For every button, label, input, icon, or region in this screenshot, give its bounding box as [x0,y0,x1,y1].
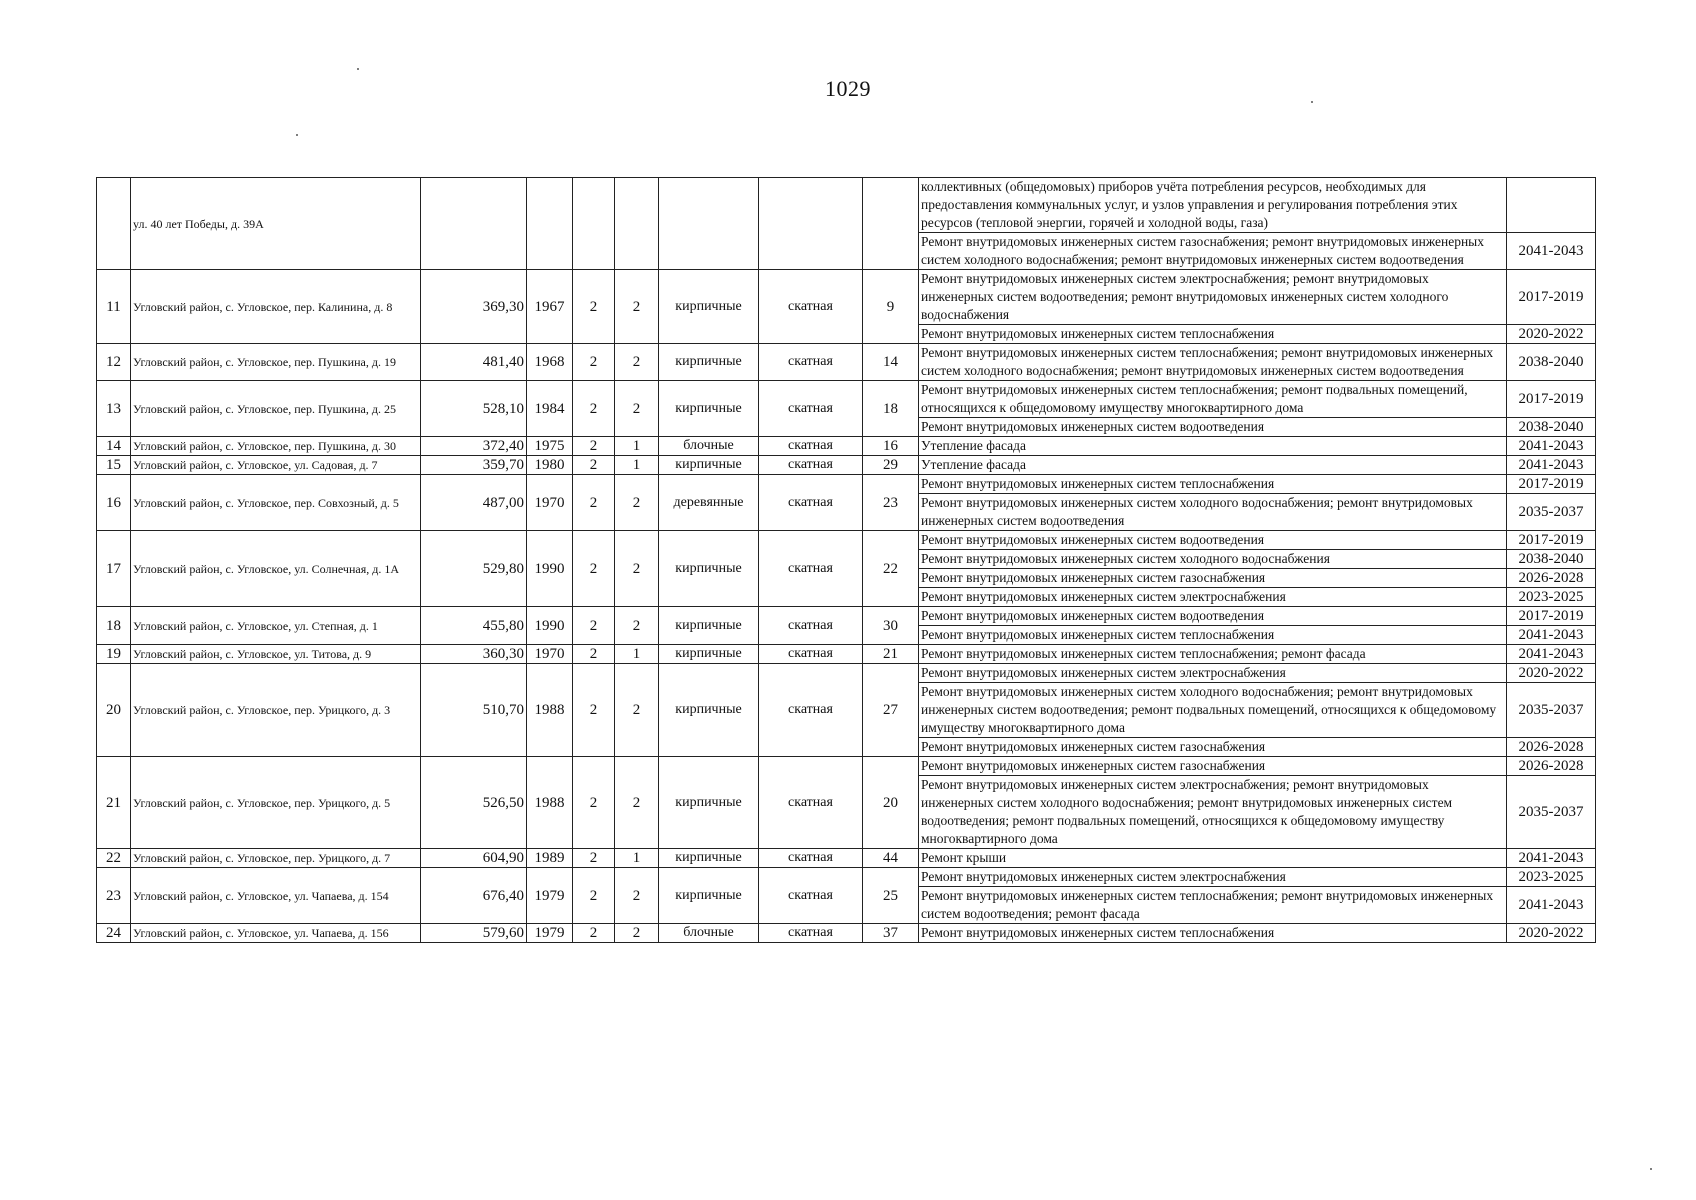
residents-cell: 30 [863,607,919,645]
year-built-cell [527,178,573,270]
entrances-cell: 2 [615,475,659,531]
entrances-cell: 2 [615,381,659,437]
floors-cell [573,178,615,270]
work-period-cell: 2038-2040 [1507,344,1596,381]
roof-type-cell: скатная [759,924,863,943]
table-row [97,645,1596,664]
residents-cell [863,178,919,270]
year-built-cell: 1968 [527,344,573,381]
floors-cell: 2 [573,645,615,664]
year-built-cell: 1975 [527,437,573,456]
area-cell: 481,40 [421,344,527,381]
wall-material-cell: блочные [659,924,759,943]
work-description-cell: Ремонт внутридомовых инженерных систем теплоснабжения [919,475,1507,494]
wall-material-cell: кирпичные [659,645,759,664]
floors-cell: 2 [573,475,615,531]
floors-cell: 2 [573,344,615,381]
floors-cell: 2 [573,868,615,924]
year-built-cell: 1988 [527,664,573,757]
work-period-cell: 2023-2025 [1507,868,1596,887]
work-description-cell: Ремонт внутридомовых инженерных систем электроснабжения; ремонт внутридомовых инженерных систем водоотведения; ремонт внутридомовых инженерных систем холодного водоснабжения [919,270,1507,325]
work-period-cell: 2017-2019 [1507,531,1596,550]
work-description-cell: Ремонт внутридомовых инженерных систем электроснабжения [919,868,1507,887]
work-period-cell: 2041-2043 [1507,626,1596,645]
row-number [97,178,131,270]
area-cell: 455,80 [421,607,527,645]
work-period-cell: 2041-2043 [1507,645,1596,664]
work-description-cell: Ремонт внутридомовых инженерных систем теплоснабжения; ремонт внутридомовых инженерных систем водоотведения; ремонт фасада [919,887,1507,924]
scan-speck [1311,101,1313,103]
area-cell: 360,30 [421,645,527,664]
work-description-cell: Ремонт внутридомовых инженерных систем холодного водоснабжения [919,550,1507,569]
work-period-cell: 2041-2043 [1507,233,1596,270]
residents-cell: 29 [863,456,919,475]
roof-type-cell: скатная [759,645,863,664]
entrances-cell [615,178,659,270]
work-description-cell: Ремонт внутридомовых инженерных систем водоотведения [919,607,1507,626]
work-description-cell: Ремонт внутридомовых инженерных систем газоснабжения [919,569,1507,588]
work-period-cell: 2038-2040 [1507,550,1596,569]
floors-cell: 2 [573,531,615,607]
table-row [97,456,1596,475]
table-row [97,381,1596,418]
roof-type-cell: скатная [759,437,863,456]
row-number: 20 [97,664,131,757]
residents-cell: 22 [863,531,919,607]
roof-type-cell: скатная [759,270,863,344]
entrances-cell: 2 [615,531,659,607]
work-period-cell: 2020-2022 [1507,664,1596,683]
floors-cell: 2 [573,924,615,943]
year-built-cell: 1970 [527,475,573,531]
address-cell: Угловский район, с. Угловское, ул. Чапаева, д. 154 [131,868,421,924]
table-row [97,849,1596,868]
row-number: 24 [97,924,131,943]
wall-material-cell: блочные [659,437,759,456]
residents-cell: 18 [863,381,919,437]
area-cell: 526,50 [421,757,527,849]
floors-cell: 2 [573,849,615,868]
table-row [97,437,1596,456]
work-description-cell: Ремонт внутридомовых инженерных систем газоснабжения [919,738,1507,757]
scan-speck [296,134,298,136]
year-built-cell: 1984 [527,381,573,437]
year-built-cell: 1979 [527,868,573,924]
roof-type-cell: скатная [759,849,863,868]
roof-type-cell: скатная [759,664,863,757]
work-description-cell: Ремонт внутридомовых инженерных систем электроснабжения [919,664,1507,683]
work-period-cell: 2017-2019 [1507,381,1596,418]
address-cell: Угловский район, с. Угловское, пер. Урицкого, д. 7 [131,849,421,868]
roof-type-cell: скатная [759,475,863,531]
roof-type-cell: скатная [759,381,863,437]
wall-material-cell: кирпичные [659,270,759,344]
entrances-cell: 2 [615,607,659,645]
area-cell: 528,10 [421,381,527,437]
year-built-cell: 1988 [527,757,573,849]
year-built-cell: 1990 [527,531,573,607]
entrances-cell: 2 [615,664,659,757]
address-cell: ул. 40 лет Победы, д. 39А [131,178,421,270]
work-description-cell: Ремонт внутридомовых инженерных систем водоотведения [919,531,1507,550]
table-row [97,664,1596,683]
roof-type-cell: скатная [759,456,863,475]
wall-material-cell: кирпичные [659,381,759,437]
address-cell: Угловский район, с. Угловское, ул. Садовая, д. 7 [131,456,421,475]
entrances-cell: 1 [615,645,659,664]
work-period-cell [1507,178,1596,233]
residents-cell: 14 [863,344,919,381]
row-number: 17 [97,531,131,607]
year-built-cell: 1980 [527,456,573,475]
work-description-cell: Ремонт внутридомовых инженерных систем водоотведения [919,418,1507,437]
residents-cell: 20 [863,757,919,849]
table-row [97,475,1596,494]
residents-cell: 16 [863,437,919,456]
area-cell: 529,80 [421,531,527,607]
work-description-cell: Ремонт внутридомовых инженерных систем теплоснабжения [919,924,1507,943]
work-period-cell: 2026-2028 [1507,757,1596,776]
work-period-cell: 2020-2022 [1507,924,1596,943]
table-row [97,757,1596,776]
work-period-cell: 2035-2037 [1507,776,1596,849]
work-description-cell: Ремонт внутридомовых инженерных систем электроснабжения [919,588,1507,607]
wall-material-cell: кирпичные [659,868,759,924]
residents-cell: 25 [863,868,919,924]
work-description-cell: Ремонт крыши [919,849,1507,868]
year-built-cell: 1979 [527,924,573,943]
table-row [97,531,1596,550]
work-description-cell: Ремонт внутридомовых инженерных систем холодного водоснабжения; ремонт внутридомовых инженерных систем водоотведения [919,494,1507,531]
roof-type-cell: скатная [759,607,863,645]
address-cell: Угловский район, с. Угловское, пер. Пушкина, д. 19 [131,344,421,381]
floors-cell: 2 [573,270,615,344]
entrances-cell: 2 [615,757,659,849]
floors-cell: 2 [573,381,615,437]
wall-material-cell: кирпичные [659,664,759,757]
page-number: 1029 [825,76,871,101]
work-period-cell: 2041-2043 [1507,437,1596,456]
work-period-cell: 2017-2019 [1507,607,1596,626]
work-period-cell: 2023-2025 [1507,588,1596,607]
entrances-cell: 2 [615,868,659,924]
row-number: 14 [97,437,131,456]
wall-material-cell: кирпичные [659,607,759,645]
work-period-cell: 2026-2028 [1507,569,1596,588]
table-row [97,924,1596,943]
work-description-cell: Ремонт внутридомовых инженерных систем теплоснабжения [919,325,1507,344]
roof-type-cell: скатная [759,344,863,381]
roof-type-cell: скатная [759,868,863,924]
work-description-cell: Ремонт внутридомовых инженерных систем газоснабжения [919,757,1507,776]
work-description-cell: Ремонт внутридомовых инженерных систем электроснабжения; ремонт внутридомовых инженерных систем холодного водоснабжения; ремонт внутридомовых инженерных систем водоотведения; ремонт подвальных помещений, относящихся к общедомовому имуществу многоквартирного дома [919,776,1507,849]
work-period-cell: 2017-2019 [1507,475,1596,494]
wall-material-cell: кирпичные [659,531,759,607]
roof-type-cell: скатная [759,531,863,607]
row-number: 18 [97,607,131,645]
area-cell [421,178,527,270]
floors-cell: 2 [573,664,615,757]
address-cell: Угловский район, с. Угловское, ул. Степная, д. 1 [131,607,421,645]
row-number: 12 [97,344,131,381]
row-number: 22 [97,849,131,868]
roof-type-cell: скатная [759,757,863,849]
row-number: 11 [97,270,131,344]
work-description-cell: Ремонт внутридомовых инженерных систем газоснабжения; ремонт внутридомовых инженерных систем холодного водоснабжения; ремонт внутридомовых инженерных систем водоотведения [919,233,1507,270]
residents-cell: 44 [863,849,919,868]
work-period-cell: 2020-2022 [1507,325,1596,344]
entrances-cell: 2 [615,270,659,344]
row-number: 19 [97,645,131,664]
wall-material-cell: деревянные [659,475,759,531]
work-description-cell: Ремонт внутридомовых инженерных систем теплоснабжения; ремонт подвальных помещений, относящихся к общедомовому имуществу многоквартирного дома [919,381,1507,418]
work-period-cell: 2038-2040 [1507,418,1596,437]
work-period-cell: 2041-2043 [1507,887,1596,924]
address-cell: Угловский район, с. Угловское, пер. Совхозный, д. 5 [131,475,421,531]
row-number: 21 [97,757,131,849]
wall-material-cell: кирпичные [659,849,759,868]
work-period-cell: 2035-2037 [1507,683,1596,738]
row-number: 15 [97,456,131,475]
table-row [97,178,1596,233]
year-built-cell: 1989 [527,849,573,868]
entrances-cell: 1 [615,849,659,868]
entrances-cell: 1 [615,456,659,475]
work-description-cell: коллективных (общедомовых) приборов учёта потребления ресурсов, необходимых для предоставления коммунальных услуг, и узлов управления и регулирования потребления этих ресурсов (тепловой энергии, горячей и холодной воды, газа) [919,178,1507,233]
wall-material-cell: кирпичные [659,757,759,849]
year-built-cell: 1967 [527,270,573,344]
address-cell: Угловский район, с. Угловское, пер. Калинина, д. 8 [131,270,421,344]
floors-cell: 2 [573,456,615,475]
table-body [97,178,1596,943]
roof-type-cell [759,178,863,270]
work-period-cell: 2041-2043 [1507,849,1596,868]
address-cell: Угловский район, с. Угловское, пер. Урицкого, д. 3 [131,664,421,757]
area-cell: 369,30 [421,270,527,344]
work-period-cell: 2017-2019 [1507,270,1596,325]
work-description-cell: Ремонт внутридомовых инженерных систем теплоснабжения; ремонт фасада [919,645,1507,664]
table-row [97,270,1596,325]
residents-cell: 37 [863,924,919,943]
address-cell: Угловский район, с. Угловское, ул. Чапаева, д. 156 [131,924,421,943]
work-description-cell: Утепление фасада [919,456,1507,475]
residents-cell: 23 [863,475,919,531]
area-cell: 372,40 [421,437,527,456]
area-cell: 487,00 [421,475,527,531]
entrances-cell: 2 [615,924,659,943]
floors-cell: 2 [573,607,615,645]
table-row [97,868,1596,887]
address-cell: Угловский район, с. Угловское, пер. Урицкого, д. 5 [131,757,421,849]
work-description-cell: Утепление фасада [919,437,1507,456]
area-cell: 676,40 [421,868,527,924]
entrances-cell: 2 [615,344,659,381]
scan-speck [357,68,359,70]
address-cell: Угловский район, с. Угловское, ул. Солнечная, д. 1А [131,531,421,607]
work-period-cell: 2041-2043 [1507,456,1596,475]
residents-cell: 21 [863,645,919,664]
work-period-cell: 2035-2037 [1507,494,1596,531]
capital-repair-table [96,177,1596,943]
wall-material-cell: кирпичные [659,456,759,475]
address-cell: Угловский район, с. Угловское, ул. Титова, д. 9 [131,645,421,664]
wall-material-cell [659,178,759,270]
residents-cell: 27 [863,664,919,757]
year-built-cell: 1970 [527,645,573,664]
row-number: 23 [97,868,131,924]
work-description-cell: Ремонт внутридомовых инженерных систем теплоснабжения; ремонт внутридомовых инженерных систем холодного водоснабжения; ремонт внутридомовых инженерных систем водоотведения [919,344,1507,381]
area-cell: 359,70 [421,456,527,475]
table-row [97,344,1596,381]
work-period-cell: 2026-2028 [1507,738,1596,757]
wall-material-cell: кирпичные [659,344,759,381]
entrances-cell: 1 [615,437,659,456]
residents-cell: 9 [863,270,919,344]
year-built-cell: 1990 [527,607,573,645]
address-cell: Угловский район, с. Угловское, пер. Пушкина, д. 25 [131,381,421,437]
floors-cell: 2 [573,757,615,849]
address-cell: Угловский район, с. Угловское, пер. Пушкина, д. 30 [131,437,421,456]
floors-cell: 2 [573,437,615,456]
area-cell: 579,60 [421,924,527,943]
row-number: 16 [97,475,131,531]
row-number: 13 [97,381,131,437]
work-description-cell: Ремонт внутридомовых инженерных систем теплоснабжения [919,626,1507,645]
area-cell: 604,90 [421,849,527,868]
area-cell: 510,70 [421,664,527,757]
work-description-cell: Ремонт внутридомовых инженерных систем холодного водоснабжения; ремонт внутридомовых инженерных систем водоотведения; ремонт подвальных помещений, относящихся к общедомовому имуществу многоквартирного дома [919,683,1507,738]
table-row [97,607,1596,626]
scan-speck [1650,1168,1652,1170]
